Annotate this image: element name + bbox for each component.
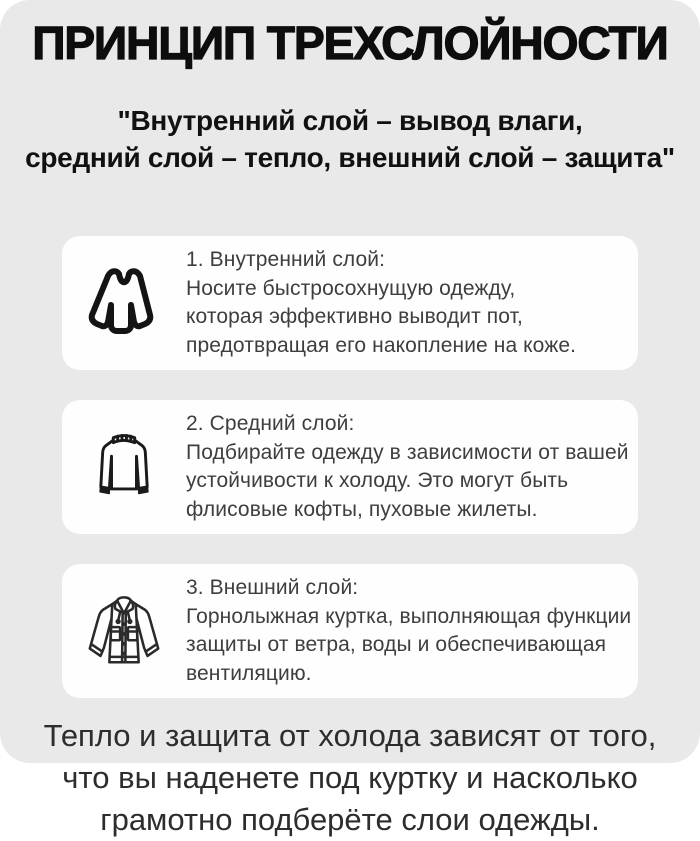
- layer-cards-list: [62, 236, 638, 698]
- quote-subtitle: [0, 102, 700, 176]
- card-text-line: вентиляцию.: [186, 661, 312, 685]
- card-text-line: устойчивости к холоду. Это могут быть: [186, 469, 569, 492]
- card-text-line: которая эффективно выводит пот,: [186, 305, 523, 328]
- card-icon-wrap: [62, 428, 186, 506]
- card-inner-layer: [62, 236, 638, 370]
- base-layer-shirt-icon: [84, 263, 164, 343]
- card-outer-layer: [62, 564, 638, 698]
- card-text-line: флисовые кофты, пуховые жилеты.: [186, 497, 538, 521]
- quote-line: средний слой – тепло, внешний слой – защита": [25, 142, 675, 173]
- card-body: [186, 574, 631, 688]
- card-body: [186, 246, 630, 360]
- footer-line: что вы наденете под куртку и насколько: [62, 760, 638, 795]
- card-heading: 2. Средний слой:: [186, 412, 355, 435]
- mid-layer-sweatshirt-icon: [85, 428, 163, 506]
- card-icon-wrap: [62, 263, 186, 343]
- card-text-line: Носите быстросохнущую одежду,: [186, 276, 516, 300]
- card-heading: 3. Внешний слой:: [186, 576, 359, 599]
- footer-line: Тепло и защита от холода зависят от того,: [43, 718, 657, 753]
- outer-layer-jacket-icon: [80, 587, 168, 675]
- quote-line: "Внутренний слой – вывод влаги,: [117, 105, 583, 136]
- card-middle-layer: [62, 400, 638, 534]
- page-title: ПРИНЦИП ТРЕХСЛОЙНОСТИ: [32, 17, 668, 69]
- footer-line: грамотно подберёте слои одежды.: [100, 802, 600, 837]
- card-text-line: Подбирайте одежду в зависимости от вашей: [186, 440, 629, 464]
- card-heading: 1. Внутренний слой:: [186, 248, 386, 271]
- card-body: [186, 410, 630, 524]
- card-text-line: Горнолыжная куртка, выполняющая функции: [186, 604, 632, 628]
- footer-note: [0, 715, 700, 841]
- card-icon-wrap: [62, 587, 186, 675]
- card-text-line: защиты от ветра, воды и обеспечивающая: [186, 633, 607, 656]
- card-text-line: предотвращая его накопление на коже.: [186, 333, 577, 357]
